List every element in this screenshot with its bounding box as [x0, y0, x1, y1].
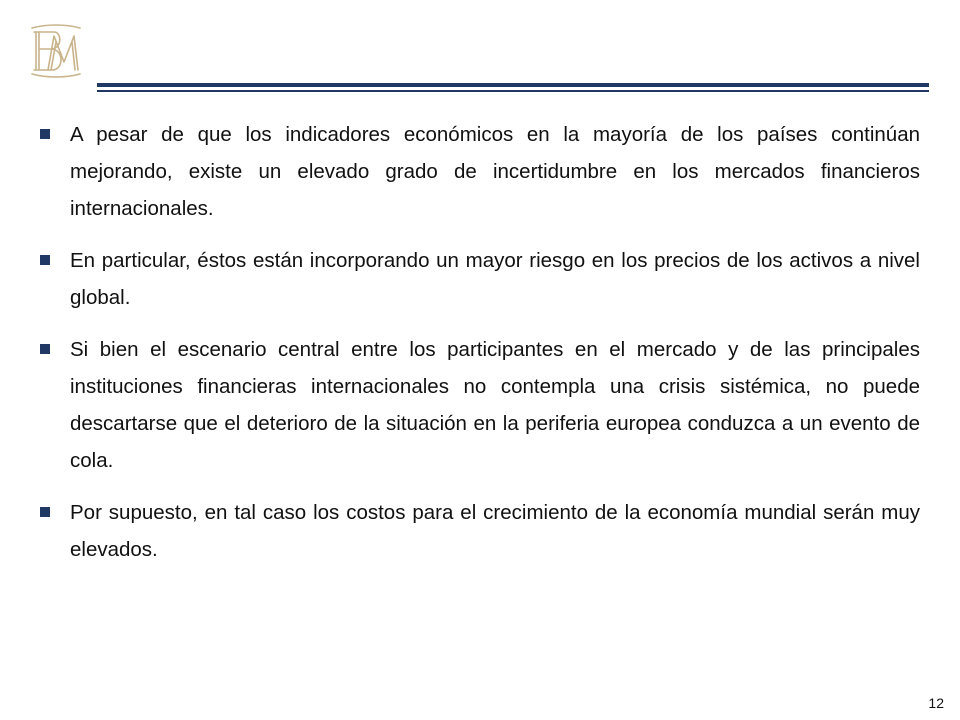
bullet-list — [40, 116, 920, 583]
bullet-text: Por supuesto, en tal caso los costos para el crecimiento de la economía mundial serán muy elevados. — [70, 501, 920, 561]
square-bullet-icon — [40, 344, 50, 354]
bullet-item — [40, 331, 920, 479]
header-rule-thick — [97, 83, 929, 87]
bullet-text: En particular, éstos están incorporando un mayor riesgo en los precios de los activos a nivel global. — [70, 249, 920, 309]
square-bullet-icon — [40, 129, 50, 139]
institution-monogram-logo — [28, 24, 84, 78]
page-number: 12 — [928, 695, 944, 711]
bullet-item — [40, 242, 920, 316]
bullet-item — [40, 116, 920, 227]
header-rule-thin — [97, 90, 929, 92]
square-bullet-icon — [40, 507, 50, 517]
bullet-text: Si bien el escenario central entre los participantes en el mercado y de las principales instituciones financieras internacionales no contempla una crisis sistémica, no puede descartarse que el deterioro de la situación en la periferia europea conduzca a un evento de cola. — [70, 338, 920, 472]
square-bullet-icon — [40, 255, 50, 265]
bullet-item — [40, 494, 920, 568]
bullet-text: A pesar de que los indicadores económicos en la mayoría de los países continúan mejorando, existe un elevado grado de incertidumbre en los mercados financieros internacionales. — [70, 123, 920, 220]
